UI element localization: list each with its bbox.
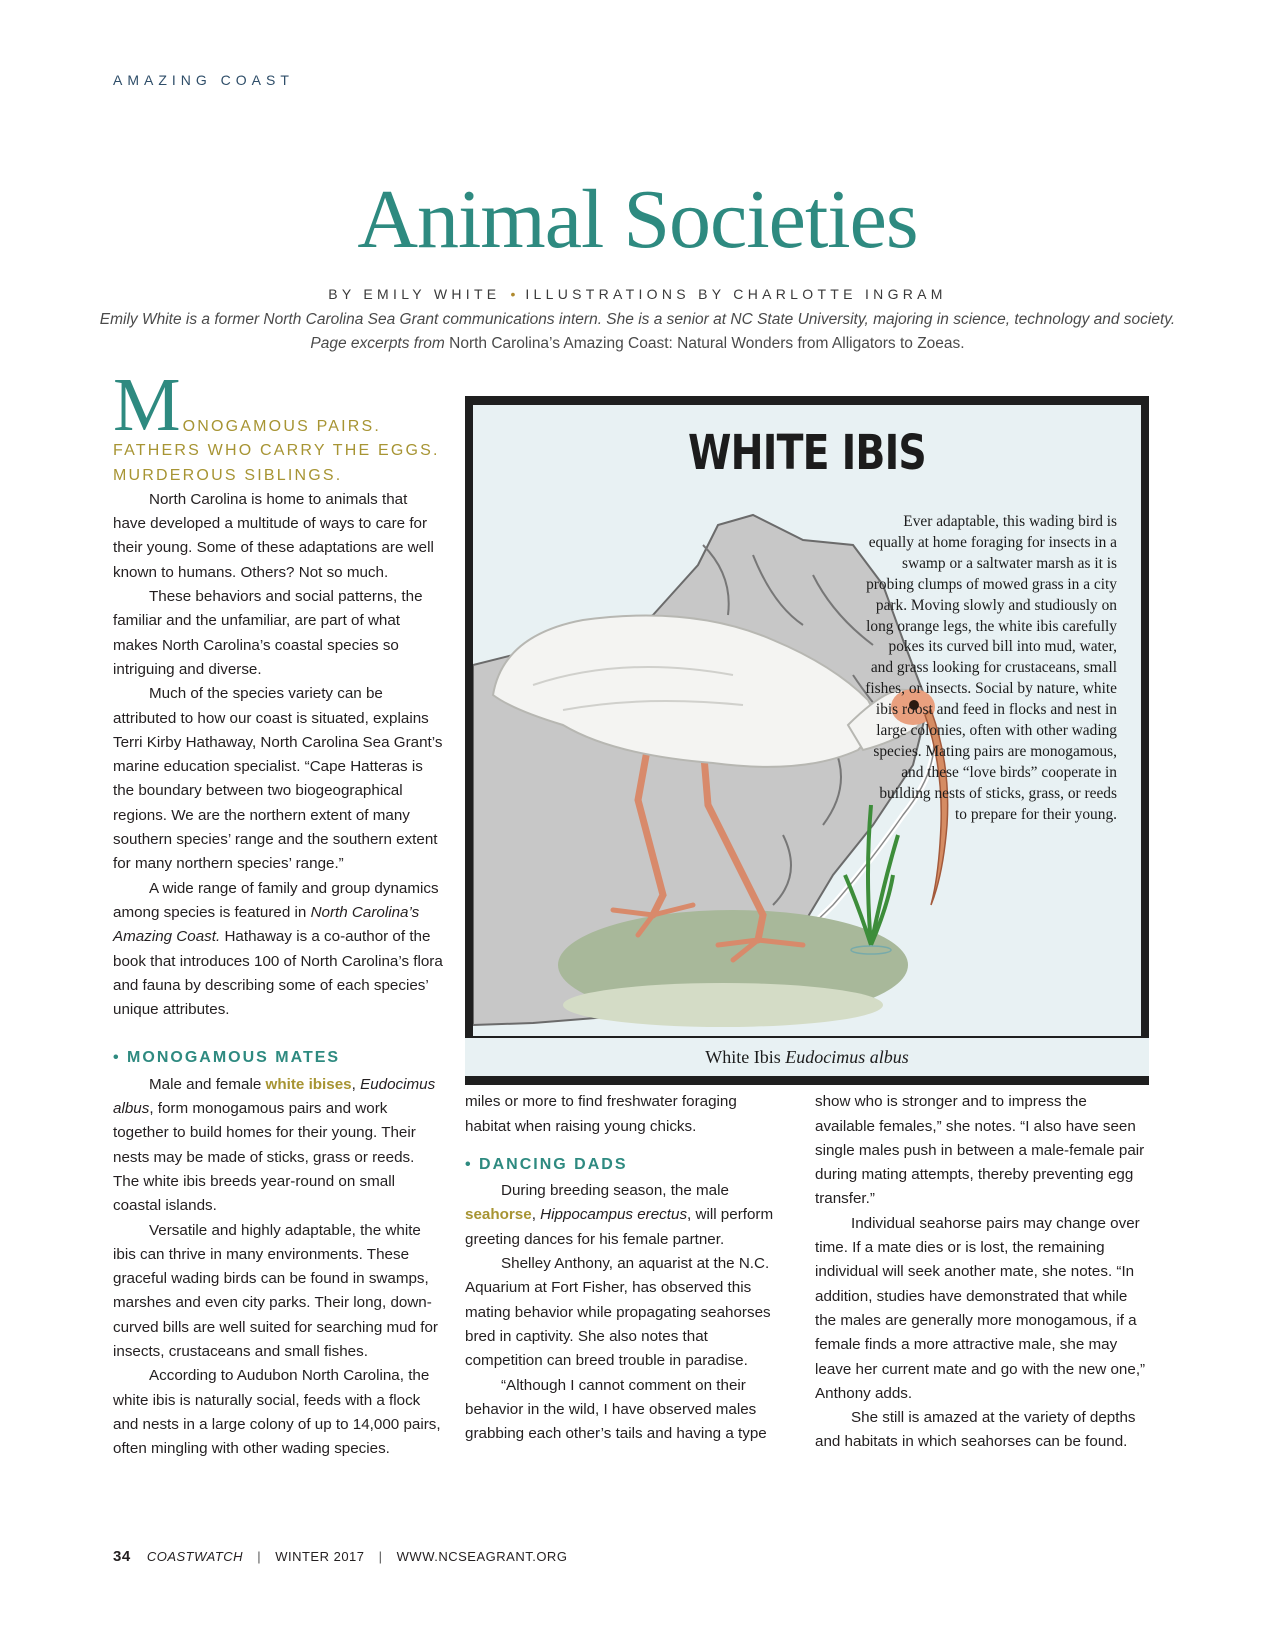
dads-paragraph: “Although I cannot comment on their behavior in the wild, I have observed males grabbing each other’s tails and having a type [465,1376,767,1443]
illustration-panel [473,405,1141,1063]
byline [0,286,1275,302]
dads-paragraph: Individual seahorse pairs may change over time. If a mate dies or is lost, the remaining individual will seek another mate, she notes. “In addition, studies have demonstrated that while the males are generally more monogamous, if a female finds a more attractive male, she may leave her current mate and go with the new one,” Anthony adds. [815,1214,1146,1402]
section-heading-dads: • DANCING DADS [465,1155,628,1173]
dads-paragraph: During breeding season, the male seahorse, Hippocampus erectus, will perform greeting dances for his female partner. [465,1182,774,1248]
highlight-term: white ibises [265,1075,352,1093]
lead-text: ONOGAMOUS PAIRS. FATHERS WHO CARRY THE EGGS. MURDEROUS SIBLINGS. [113,418,440,484]
column-2 [465,1066,783,1446]
dads-paragraph: She still is amazed at the variety of depths and habitats in which seahorses can be found. [815,1409,1136,1451]
bio-book: North Carolina’s Amazing Coast: Natural Wonders from Alligators to Zoeas. [449,335,965,352]
issue-label: WINTER 2017 [275,1549,365,1564]
magazine-name: COASTWATCH [146,1549,244,1564]
mates-paragraph: miles or more to find freshwater foraging habitat when raising young chicks. [465,1093,737,1135]
highlight-term: seahorse [465,1206,532,1224]
mates-paragraph: According to Audubon North Carolina, the white ibis is naturally social, feeds with a flock and nests in a large colony of up to 14,000 pairs, often mingling with other wading species. [113,1367,441,1458]
dads-paragraph: show who is stronger and to impress the available females,” she notes. “I also have seen single males push in between a male-female pair during mating attempts, thereby preventing egg transfer.” [815,1093,1145,1208]
footer-url[interactable]: WWW.NCSEAGRANT.ORG [396,1549,568,1564]
page-title: Animal Societies [357,173,918,266]
mates-paragraph: Male and female white ibises, Eudocimus albus, form monogamous pairs and work together to build homes for their young. Their nests may be made of sticks, grass or reeds. The white ibis breeds year-round on small coastal islands. [113,1075,436,1215]
white-ibis-illustration [465,396,1149,1085]
intro-paragraph: These behaviors and social patterns, the familiar and the unfamiliar, are part of what makes North Carolina’s coastal species so intriguing and diverse. [113,588,423,678]
column-1 [113,363,443,1461]
section-label: AMAZING COAST [113,72,294,88]
figure-title: WHITE IBIS [688,425,926,481]
footer-separator: | [257,1549,262,1564]
figure-caption [465,1038,1149,1076]
intro-paragraph: Much of the species variety can be attributed to how our coast is situated, explains Terri Kirby Hathaway, North Carolina Sea Grant’s marine education specialist. “Cape Hatteras is the boundary between two biogeographical regions. We are the northern extent of many southern species’ range and the southern extent for many northern species’ range.” [113,685,443,873]
section-heading-mates: • MONOGAMOUS MATES [113,1049,341,1067]
page-number: 34 [113,1548,131,1565]
caption-scientific-name: Eudocimus albus [785,1047,909,1067]
figure-description: Ever adaptable, this wading bird is equally at home foraging for insects in a swamp or a saltwater marsh as it is probing clumps of mowed grass in a city park. Moving slowly and studiously on long orange legs, the white ibis carefully pokes its curved bill into mud, water, and grass looking for crustaceans, small fishes, or insects. Social by nature, white ibis roost and feed in flocks and nest in large colonies, often with other wading species. Mating pairs are monogamous, and these “love birds” cooperate in building nests of sticks, grass, or reeds to prepare for their young. [865,513,1117,823]
bio-prefix: Page excerpts from [310,335,445,352]
byline-author: BY EMILY WHITE [328,286,501,302]
page-footer [113,1548,567,1565]
author-bio [60,308,1215,356]
bio-line-1: Emily White is a former North Carolina Sea Grant communications intern. She is a senior at NC State University, majoring in science, technology and society. [99,311,1176,328]
footer-separator: | [378,1549,383,1564]
caption-common-name: White Ibis [705,1047,781,1067]
intro-lead [113,363,443,488]
bullet-icon: • [510,286,516,302]
drop-cap: M [113,363,181,447]
byline-illustrator: ILLUSTRATIONS BY CHARLOTTE INGRAM [525,286,947,302]
dads-paragraph: Shelley Anthony, an aquarist at the N.C. Aquarium at Fort Fisher, has observed this mating behavior while propagating seahorses bred in captivity. She also notes that competition can breed trouble in paradise. [465,1255,771,1370]
intro-paragraph: A wide range of family and group dynamics among species is featured in North Carolina’s Amazing Coast. Hathaway is a co-author of the book that introduces 100 of North Carolina’s flora and fauna by describing some of each species’ unique attributes. [113,879,443,1019]
column-3 [815,1066,1149,1455]
intro-paragraph: North Carolina is home to animals that have developed a multitude of ways to care for their young. Some of these adaptations are well known to humans. Others? Not so much. [113,490,434,581]
mates-paragraph: Versatile and highly adaptable, the white ibis can thrive in many environments. These graceful wading birds can be found in swamps, marshes and even city parks. Their long, down-curved bills are well suited for searching mud for insects, crustaceans and small fishes. [113,1221,438,1360]
